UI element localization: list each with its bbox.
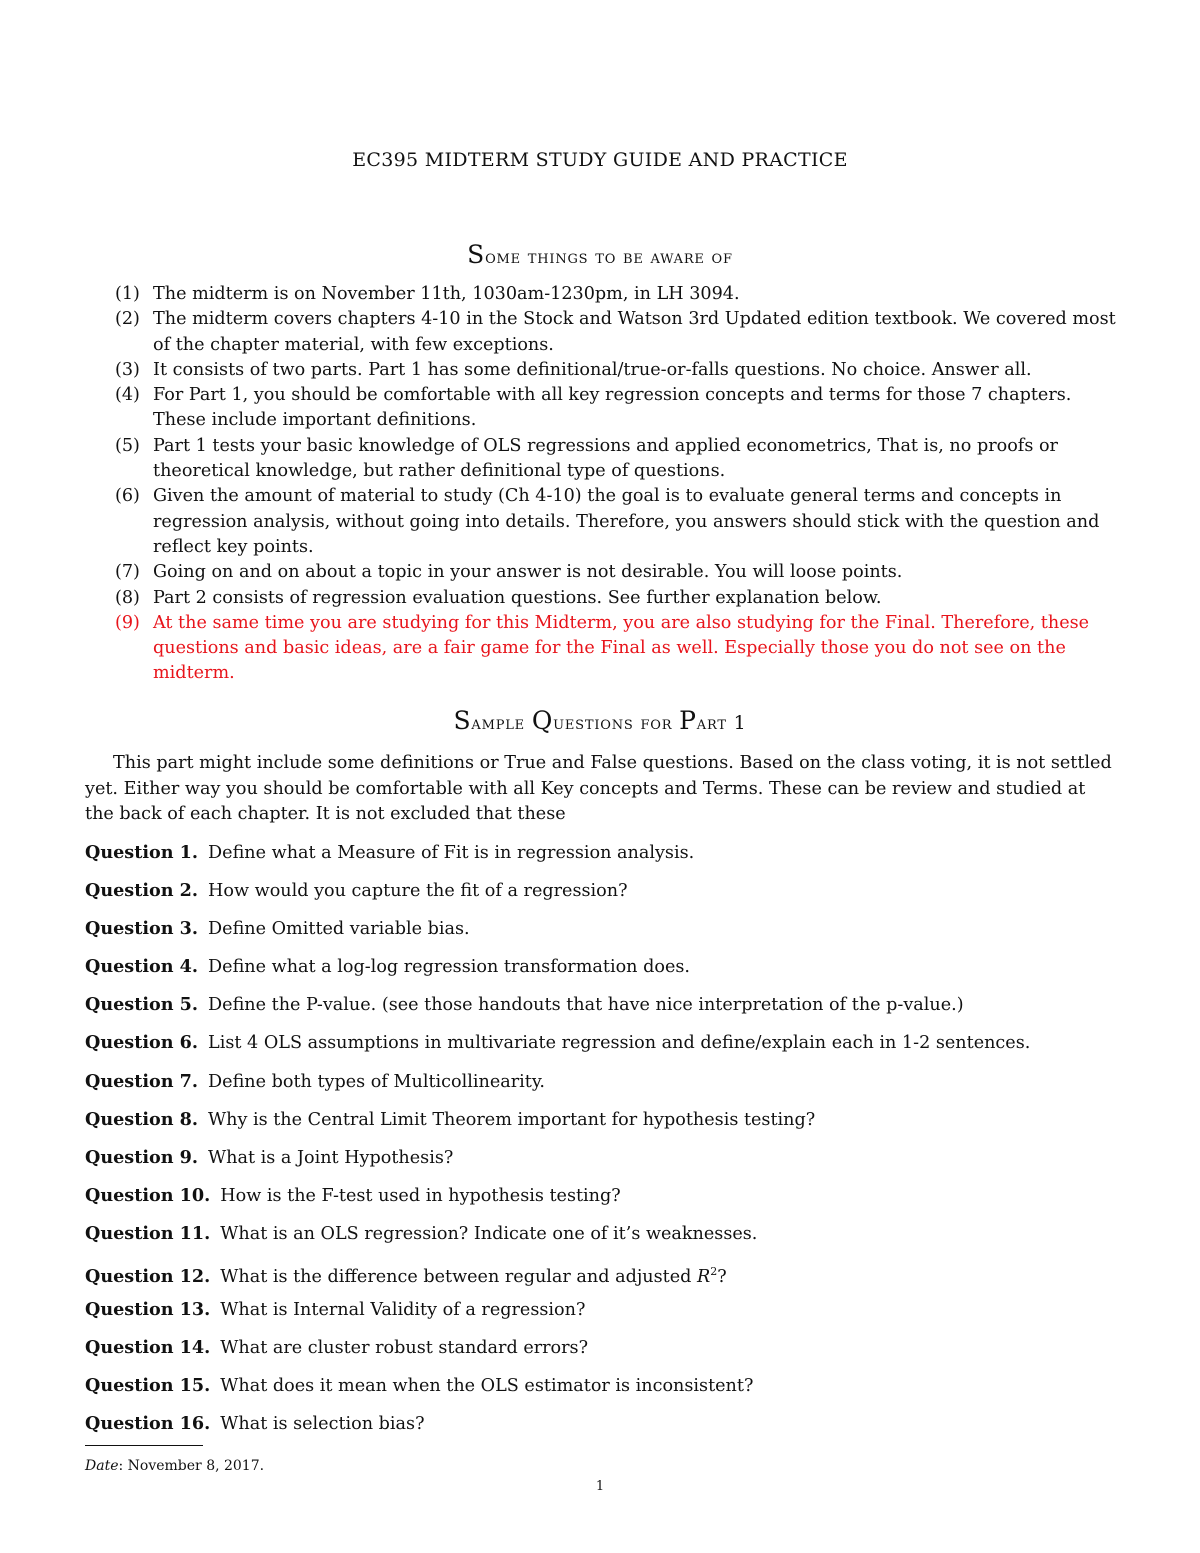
question-label: Question 10. [85, 1184, 211, 1206]
section-heading-sample-questions [0, 706, 1200, 738]
item-number: (6) [115, 486, 140, 507]
item-number: (5) [115, 435, 140, 456]
footnote-divider [85, 1445, 203, 1446]
question-item [85, 1373, 1117, 1411]
question-text: What is the difference between regular and adjusted [220, 1266, 697, 1287]
question-text: Define the P-value. (see those handouts that have nice interpretation of the p-value.) [208, 995, 964, 1016]
question-label: Question 13. [85, 1299, 211, 1321]
question-text: What does it mean when the OLS estimator is inconsistent? [220, 1376, 754, 1397]
item-text: Given the amount of material to study (Ch 4-10) the goal is to evaluate general terms and concepts in regression analysis, without going into details. Therefore, you answers should stick with the question and reflect key points. [153, 486, 1100, 557]
heading-initial: S [453, 706, 472, 735]
question-text: Define both types of Multicollinearity. [208, 1071, 546, 1092]
item-text: Part 2 consists of regression evaluation questions. See further explanation below. [153, 587, 882, 608]
list-item [115, 484, 1120, 560]
question-text: What is an OLS regression? Indicate one of it’s weaknesses. [220, 1223, 758, 1244]
question-label: Question 15. [85, 1375, 211, 1397]
question-text: What is selection bias? [220, 1414, 425, 1435]
question-text: List 4 OLS assumptions in multivariate regression and define/explain each in 1-2 sentences. [208, 1033, 1031, 1054]
question-item [85, 1145, 1117, 1183]
question-label: Question 12. [85, 1265, 211, 1287]
item-text: It consists of two parts. Part 1 has some definitional/true-or-falls questions. No choice. Answer all. [153, 359, 1032, 380]
item-number: (4) [115, 385, 140, 406]
math-variable: R [697, 1266, 711, 1287]
question-item [85, 1107, 1117, 1145]
awareness-list [115, 282, 1120, 687]
question-label: Question 9. [85, 1146, 199, 1168]
question-item [85, 1030, 1117, 1068]
item-number: (1) [115, 284, 140, 304]
question-item [85, 878, 1117, 916]
question-label: Question 1. [85, 842, 199, 863]
heading-initial: S [467, 240, 486, 269]
list-item [115, 560, 1120, 585]
question-text: How is the F-test used in hypothesis testing? [220, 1185, 621, 1206]
math-superscript: 2 [710, 1265, 718, 1279]
question-item [85, 1259, 1117, 1297]
question-label: Question 11. [85, 1222, 211, 1244]
question-text: What is a Joint Hypothesis? [208, 1147, 454, 1168]
question-label: Question 3. [85, 918, 199, 940]
question-item [85, 1069, 1117, 1107]
item-text: At the same time you are studying for this Midterm, you are also studying for the Final. Therefore, these questions and basic ideas, are a fair game for the Final as well. Especially those you do not see on the midterm. [153, 612, 1090, 684]
item-text: For Part 1, you should be comfortable with all key regression concepts and terms for those 7 chapters. These include important definitions. [153, 385, 1072, 431]
item-number: (9) [115, 612, 140, 633]
list-item [115, 434, 1120, 485]
heading-text: ample [471, 712, 532, 734]
list-item [115, 586, 1120, 611]
question-item [85, 1297, 1117, 1335]
footnote-label: Date [85, 1458, 119, 1474]
question-text: How would you capture the fit of a regression? [208, 881, 628, 902]
question-label: Question 5. [85, 994, 199, 1016]
question-list [85, 840, 1117, 1450]
question-text: What are cluster robust standard errors? [220, 1338, 589, 1359]
item-text: Going on and on about a topic in your answer is not desirable. You will loose points. [153, 562, 903, 583]
section-heading-awareness [0, 240, 1200, 272]
item-number: (3) [115, 359, 140, 380]
question-text: Define what a log-log regression transformation does. [208, 957, 690, 978]
question-label: Question 8. [85, 1108, 199, 1130]
question-label: Question 16. [85, 1413, 211, 1435]
question-item [85, 1411, 1117, 1449]
question-label: Question 6. [85, 1032, 199, 1054]
question-label: Question 4. [85, 956, 199, 978]
item-text: Part 1 tests your basic knowledge of OLS regressions and applied econometrics, That is, no proofs or theoretical knowledge, but rather definitional type of questions. [153, 435, 1058, 482]
question-text: Define Omitted variable bias. [208, 919, 470, 940]
document-title: EC395 MIDTERM STUDY GUIDE AND PRACTICE [352, 149, 848, 171]
question-label: Question 14. [85, 1337, 211, 1359]
list-item [115, 282, 1120, 307]
question-item [85, 1183, 1117, 1221]
list-item [115, 358, 1120, 383]
question-item [85, 954, 1117, 992]
list-item-highlighted [115, 611, 1120, 687]
heading-initial: P [679, 706, 697, 735]
question-label: Question 2. [85, 880, 199, 902]
item-number: (2) [115, 309, 140, 330]
item-number: (8) [115, 587, 140, 608]
footnote-text: : November 8, 2017. [118, 1458, 265, 1474]
question-label: Question 7. [85, 1070, 199, 1092]
footnote [85, 1457, 264, 1475]
list-item [115, 307, 1120, 358]
question-text-tail: ? [717, 1266, 727, 1287]
question-item [85, 992, 1117, 1030]
list-item [115, 383, 1120, 434]
item-text: The midterm covers chapters 4-10 in the Stock and Watson 3rd Updated edition textbook. We covered most of the chapter material, with few exceptions. [153, 309, 1116, 355]
question-text: Why is the Central Limit Theorem important for hypothesis testing? [208, 1109, 816, 1130]
question-item [85, 916, 1117, 954]
item-number: (7) [115, 562, 140, 583]
heading-text: ome things to be aware of [485, 246, 733, 268]
question-item [85, 840, 1117, 878]
question-item [85, 1335, 1117, 1373]
heading-text: art 1 [696, 712, 747, 734]
part1-intro-paragraph: This part might include some definitions or True and False questions. Based on the class voting, it is not settled yet. Either way you should be comfortable with all Key concepts and Terms. These can be review and studied at the back of each chapter. It is not excluded that these [85, 753, 1112, 824]
page-number: 1 [595, 1479, 605, 1494]
question-text: What is Internal Validity of a regression? [220, 1300, 586, 1321]
heading-text: uestions for [553, 712, 680, 734]
question-item [85, 1221, 1117, 1259]
question-text: Define what a Measure of Fit is in regression analysis. [208, 843, 695, 863]
item-text: The midterm is on November 11th, 1030am-1230pm, in LH 3094. [153, 284, 740, 304]
heading-initial: Q [531, 706, 554, 735]
